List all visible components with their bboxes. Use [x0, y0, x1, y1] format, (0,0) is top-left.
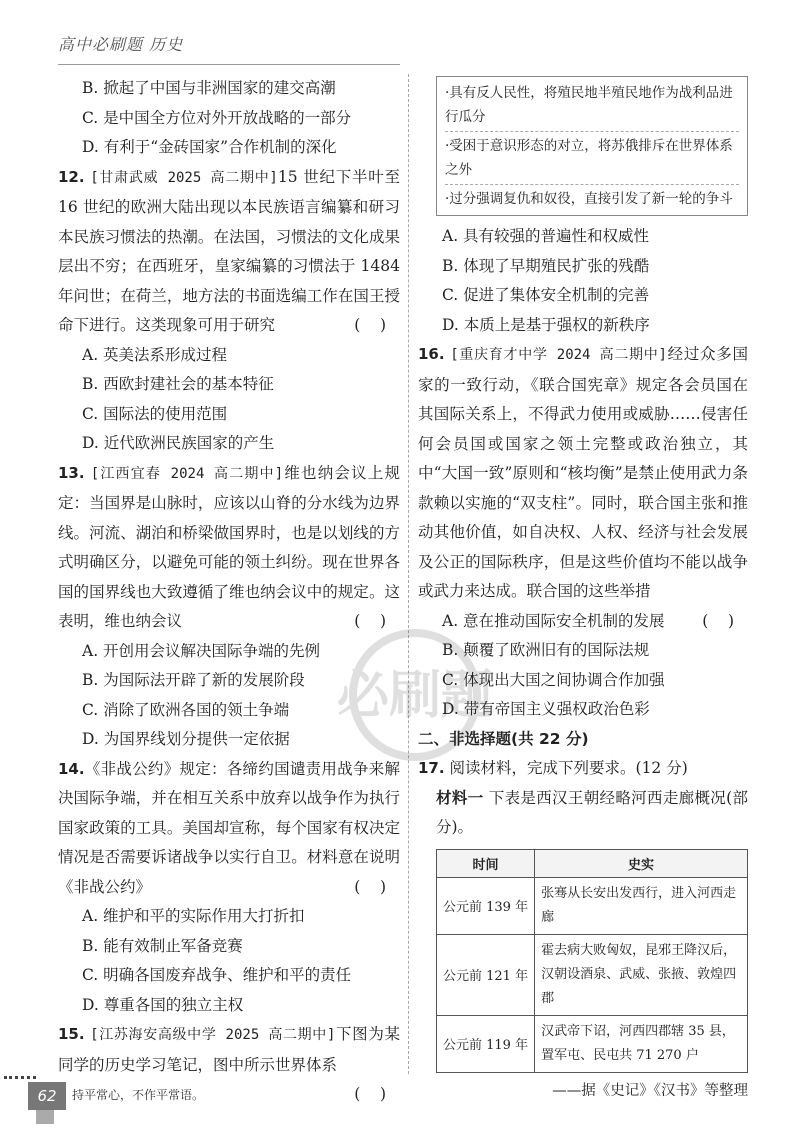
table-header-time: 时间	[437, 849, 535, 877]
question-16	[418, 340, 748, 607]
q15-study-notes	[436, 76, 748, 216]
question-13	[58, 459, 400, 637]
column-divider	[408, 74, 409, 1074]
table-cell-fact: 张骞从长安出发西行，进入河西走廊	[535, 877, 748, 934]
q12-option-b[interactable]: B. 西欧封建社会的基本特征	[82, 375, 274, 393]
question-15	[58, 1020, 400, 1080]
q15-stem: 下图为某同学的历史学习笔记，图中所示世界体系	[58, 1025, 400, 1074]
question-12	[58, 163, 400, 341]
q14-option-d[interactable]: D. 尊重各国的独立主权	[82, 995, 244, 1014]
q13-option-c[interactable]: C. 消除了欧洲各国的领土争端	[82, 700, 290, 719]
q13-option-a[interactable]: A. 开创用会议解决国际争端的先例	[82, 641, 321, 660]
table-header-row	[437, 849, 748, 877]
q17-number: 17.	[418, 759, 445, 777]
q12-number: 12.	[58, 167, 85, 186]
history-table	[436, 849, 748, 1073]
material-label: 材料一	[436, 788, 484, 807]
left-column	[58, 74, 400, 1110]
q12-stem: 15 世纪下半叶至 16 世纪的欧洲大陆出现以本民族语言编纂和研习本民族习惯法的热潮。在法国，习惯法的文化成果层出不穷；在西班牙，皇家编纂的习惯法于 1484 年问世；在荷兰，地方法的书面选编工作在国王授命下进行。这类现象可用于研究	[58, 167, 400, 334]
q13-source: [江西宜春 2024 高二期中]	[90, 465, 284, 482]
section-heading-non-choice: 二、非选择题(共 22 分)	[418, 729, 589, 748]
table-cell-time: 公元前 121 年	[437, 934, 535, 1015]
q15-option-b[interactable]: B. 体现了早期殖民扩张的残酷	[442, 256, 650, 275]
q14-answer-blank[interactable]: ( )	[354, 877, 386, 896]
q16-source: [重庆育才中学 2024 高二期中]	[450, 347, 667, 363]
q15-option-c[interactable]: C. 促进了集体安全机制的完善	[442, 286, 650, 304]
q15-note-2: ·受困于意识形态的对立，将苏俄排斥在世界体系之外	[445, 132, 739, 185]
q16-stem: 经过众多国家的一致行动，《联合国宪章》规定各会员国在其国际关系上，不得武力使用或威胁……侵害任何会员国或国家之领土完整或政治独立，其中“大国一致”原则和“核均衡”是禁止使用武力条款赖以实施的“双支柱”。同时，联合国主张和推动其他价值，如自决权、人权、经济与社会发展及公正的国际秩序，但是这些价值均不能以战争或武力来达成。联合国的这些举措	[418, 345, 748, 600]
q12-answer-blank[interactable]: ( )	[354, 316, 386, 334]
table-cell-fact: 霍去病大败匈奴，昆邪王降汉后，汉朝设酒泉、武威、张掖、敦煌四郡	[535, 934, 748, 1015]
q13-stem: 维也纳会议上规定：当国界是山脉时，应该以山脊的分水线为边界线。河流、湖泊和桥梁做国界时，也是以划线的方式明确区分，以避免可能的领土纠纷。现在世界各国的国界线也大致遵循了维也纳会议中的规定。这表明，维也纳会议	[58, 463, 400, 630]
page-number-shadow	[36, 1110, 54, 1124]
q12-option-c[interactable]: C. 国际法的使用范围	[82, 404, 228, 423]
question-14	[58, 755, 400, 903]
footer-motto: 持平常心，不作平常语。	[72, 1088, 205, 1102]
q12-source: [甘肃武威 2025 高二期中]	[90, 169, 278, 186]
q16-option-c[interactable]: C. 体现出大国之间协调合作加强	[442, 670, 665, 689]
q11-option-d[interactable]: D. 有利于“金砖国家”合作机制的深化	[82, 138, 337, 156]
table-cell-time: 公元前 139 年	[437, 877, 535, 934]
table-row	[437, 877, 748, 934]
q13-number: 13.	[58, 463, 85, 482]
q12-option-a[interactable]: A. 英美法系形成过程	[82, 345, 228, 364]
table-row	[437, 1015, 748, 1072]
q15-note-3: ·过分强调复仇和奴役，直接引发了新一轮的争斗	[445, 191, 733, 207]
q16-option-a[interactable]: A. 意在推动国际安全机制的发展	[442, 611, 665, 630]
q17-stem: 阅读材料，完成下列要求。(12 分)	[449, 759, 688, 777]
q15-source: [江苏海安高级中学 2025 高二期中]	[90, 1027, 336, 1043]
q16-answer-blank[interactable]: ( )	[702, 611, 734, 630]
header-rule	[58, 64, 400, 65]
q14-option-a[interactable]: A. 维护和平的实际作用大打折扣	[82, 907, 305, 925]
q16-number: 16.	[418, 345, 445, 363]
right-column	[418, 74, 748, 1105]
q14-option-b[interactable]: B. 能有效制止军备竞赛	[82, 936, 243, 955]
q15-answer-blank[interactable]: ( )	[354, 1085, 386, 1103]
q13-option-b[interactable]: B. 为国际法开辟了新的发展阶段	[82, 671, 305, 689]
q13-answer-blank[interactable]: ( )	[354, 612, 386, 630]
table-citation: ——据《史记》《汉书》等整理	[552, 1082, 748, 1099]
q15-option-a[interactable]: A. 具有较强的普遍性和权威性	[442, 227, 650, 245]
page-number: 62	[28, 1082, 66, 1110]
q15-note-1: ·具有反人民性，将殖民地半殖民地作为战利品进行瓜分	[445, 79, 739, 132]
q15-number: 15.	[58, 1025, 85, 1043]
running-header: 高中必刷题 历史	[58, 35, 184, 54]
q16-option-b[interactable]: B. 颠覆了欧洲旧有的国际法规	[442, 641, 650, 659]
watermark-text: 必刷题	[336, 666, 494, 726]
question-17	[418, 754, 748, 784]
q15-option-d[interactable]: D. 本质上是基于强权的新秩序	[442, 315, 650, 334]
q11-option-b[interactable]: B. 掀起了中国与非洲国家的建交高潮	[82, 79, 336, 97]
table-cell-fact: 汉武帝下诏，河西四郡辖 35 县，置军屯、民屯共 71 270 户	[535, 1015, 748, 1072]
q13-option-d[interactable]: D. 为国界线划分提供一定依据	[82, 730, 290, 748]
q16-option-d[interactable]: D. 带有帝国主义强权政治色彩	[442, 700, 650, 718]
footer-dots	[4, 1076, 36, 1079]
q14-number: 14.	[58, 759, 85, 778]
q14-stem: 《非战公约》规定：各缔约国谴责用战争来解决国际争端，并在相互关系中放弃以战争作为执行国家政策的工具。美国却宣称，每个国家有权决定情况是否需要诉诸战争以实行自卫。材料意在说明《非战公约》	[58, 759, 400, 896]
q14-option-c[interactable]: C. 明确各国废弃战争、维护和平的责任	[82, 966, 352, 984]
q17-material-1	[418, 784, 748, 843]
table-cell-time: 公元前 119 年	[437, 1015, 535, 1072]
table-header-fact: 史实	[535, 849, 748, 877]
q12-option-d[interactable]: D. 近代欧洲民族国家的产生	[82, 434, 275, 452]
table-row	[437, 934, 748, 1015]
material-text: 下表是西汉王朝经略河西走廊概况(部分)。	[436, 788, 748, 836]
q11-option-c[interactable]: C. 是中国全方位对外开放战略的一部分	[82, 108, 352, 127]
